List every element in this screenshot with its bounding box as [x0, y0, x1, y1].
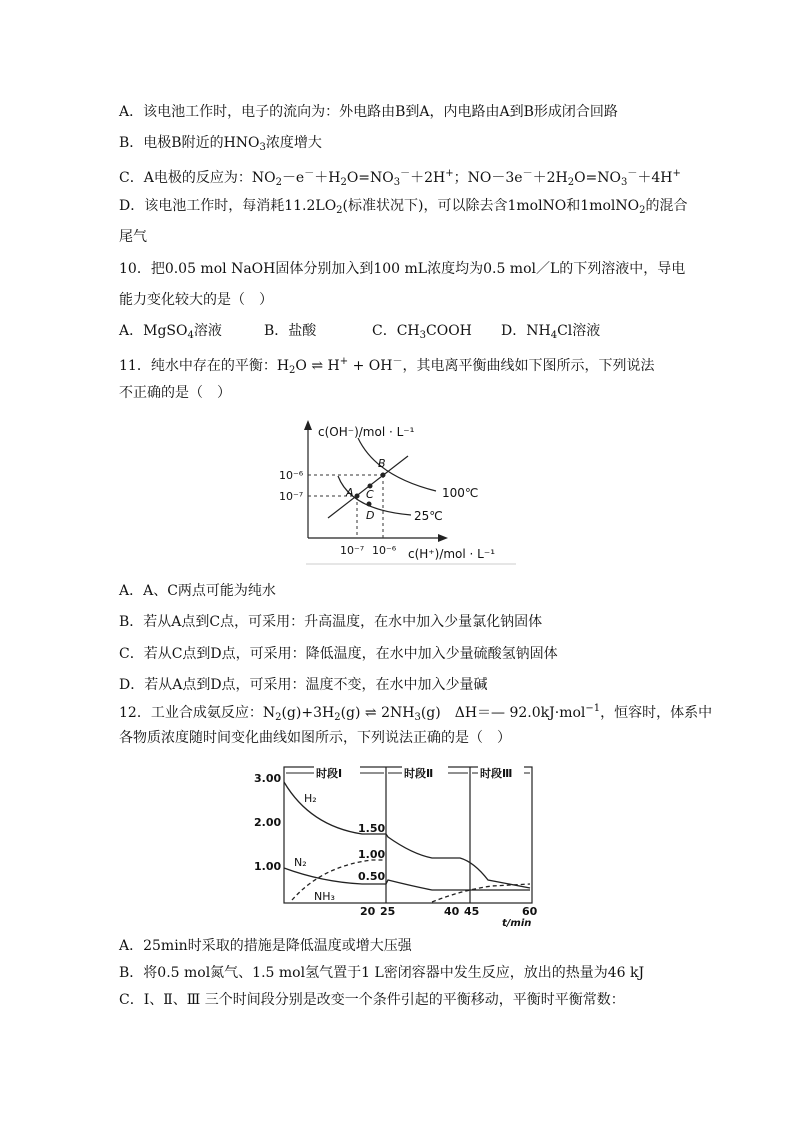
- q12-s1-b: (g)+3H: [281, 705, 335, 721]
- q12-option-a: A．25min时采取的措施是降低温度或增大压强: [119, 938, 412, 954]
- y-axis-label: c(OH⁻)/mol · L⁻¹: [318, 425, 415, 439]
- c-s4: 2: [567, 177, 575, 188]
- x-tick-45: 45: [464, 905, 480, 918]
- point-b-label: B: [378, 457, 386, 470]
- y-tick-200: 2.00: [254, 816, 282, 829]
- point-d-dot: [367, 502, 372, 507]
- c-u6: +: [672, 168, 681, 179]
- point-d-label: D: [366, 509, 375, 522]
- q11-stem-1: [119, 353, 654, 380]
- c-u1: －: [304, 168, 315, 179]
- q9-option-b-post: 浓度增大: [265, 135, 322, 151]
- q9-option-d-cont: 尾气: [119, 229, 147, 245]
- point-a-dot: [355, 494, 360, 499]
- q10-a-post: 溶液: [193, 323, 222, 339]
- c-s2: 2: [340, 177, 347, 188]
- q12-s1-sub3: 3: [414, 712, 421, 723]
- value-150-label: 1.50: [358, 822, 386, 835]
- x-tick-right: 10⁻⁶: [372, 544, 397, 557]
- d-p2: (标准状况下)，可以除去含1molNO和1molNO: [342, 198, 640, 214]
- q9-option-d: [119, 197, 687, 220]
- point-a-label: A: [346, 486, 354, 499]
- point-b-dot: [381, 473, 386, 478]
- q10-options: [119, 322, 601, 345]
- d-s2: 2: [639, 205, 646, 216]
- c-s3: 3: [393, 177, 401, 188]
- c-u3: +: [445, 168, 454, 179]
- q9-option-a: A．该电池工作时，电子的流向为：外电路由B到A，内电路由A到B形成闭合回路: [119, 104, 618, 120]
- q11-s1-b: O ⇌ H: [295, 358, 340, 374]
- q12-s1-sub1: 2: [275, 712, 282, 723]
- q10-c-post: COOH: [426, 323, 472, 339]
- q9-option-b-sub: 3: [259, 142, 266, 153]
- ionization-graph: [276, 418, 520, 566]
- q10-d-pre: D．NH: [501, 323, 551, 339]
- q12-option-b: B．将0.5 mol氮气、1.5 mol氢气置于1 L密闭容器中发生反应，放出的热量为46 kJ: [119, 965, 645, 981]
- q11-s1-u2: －: [392, 356, 403, 367]
- x-unit-label: t/min: [502, 918, 532, 929]
- q11-option-b: B．若从A点到C点，可采用：升高温度，在水中加入少量氯化钠固体: [119, 614, 543, 630]
- q10-option-a: [119, 323, 222, 339]
- c-p6: ；NO－3e: [453, 170, 523, 186]
- nh3-label: NH₃: [314, 890, 335, 903]
- c-u2: －: [400, 168, 411, 179]
- curve-100c-label: 100℃: [442, 486, 479, 500]
- h2-label: H₂: [304, 792, 317, 805]
- point-c-label: C: [366, 488, 374, 501]
- q12-option-c: C．Ⅰ、Ⅱ、Ⅲ 三个时间段分别是改变一个条件引起的平衡移动，平衡时平衡常数：: [119, 992, 625, 1008]
- c-s5: 3: [621, 177, 628, 188]
- q12-s1: 12．工业合成氨反应：N: [119, 705, 276, 721]
- d-p3: 的混合: [645, 198, 688, 214]
- q10-c-pre: C．CH: [372, 323, 420, 339]
- q12-s1-sub2: 2: [334, 712, 341, 723]
- x-axis-label: c(H⁺)/mol · L⁻¹: [408, 547, 495, 561]
- q10-a-pre: A．MgSO: [119, 323, 188, 339]
- q12-s1-d: (g) ΔH＝— 92.0kJ·mol: [420, 705, 586, 721]
- c-p5: ＋2H: [410, 170, 446, 186]
- q10-c-sub: 3: [419, 330, 427, 341]
- c-s1: 2: [275, 177, 282, 188]
- curve-25c-label: 25℃: [414, 509, 443, 523]
- q11-option-a: A．A、C两点可能为纯水: [119, 583, 276, 599]
- c-u5: －: [627, 168, 638, 179]
- q9-option-b: [119, 134, 322, 157]
- n2-label: N₂: [294, 856, 307, 869]
- c-p7: ＋2H: [532, 170, 568, 186]
- q11-stem-2: 不正确的是（ ）: [119, 385, 231, 401]
- q12-stem-1: [119, 700, 712, 727]
- q9-option-b-formula: HNO: [223, 135, 260, 151]
- q11-s1-u1: +: [339, 356, 349, 367]
- c-p3: ＋H: [314, 170, 341, 186]
- q11-s1: 11．纯水中存在的平衡：H: [119, 358, 290, 374]
- c-u4: －: [522, 168, 533, 179]
- q9-option-b-pre: B．电极B附近的: [119, 135, 224, 151]
- q12-s1-c: (g) ⇌ 2NH: [340, 705, 415, 721]
- y-tick-100: 1.00: [254, 860, 282, 873]
- q10-d-sub: 4: [550, 330, 558, 341]
- x-tick-20: 20: [360, 905, 376, 918]
- q11-s1-d: ，其电离平衡曲线如下图所示，下列说法: [402, 358, 655, 374]
- x-tick-60: 60: [522, 905, 538, 918]
- q10-option-c: [372, 322, 472, 345]
- concentration-time-graph: [252, 762, 548, 930]
- y-tick-top: 10⁻⁶: [279, 469, 304, 482]
- d-s1: 2: [336, 205, 343, 216]
- c-p1: C．A电极的反应为：NO: [119, 170, 276, 186]
- q10-d-post: Cl溶液: [557, 323, 601, 339]
- q12-s1-sup: −1: [585, 703, 601, 714]
- value-050-label: 0.50: [358, 870, 386, 883]
- q12-stem-2: 各物质浓度随时间变化曲线如图所示，下列说法正确的是（ ）: [119, 730, 511, 746]
- x-tick-25: 25: [380, 905, 396, 918]
- c-p8: O=NO: [574, 170, 622, 186]
- x-tick-40: 40: [444, 905, 460, 918]
- segment-2-label: 时段Ⅱ: [404, 767, 434, 780]
- c-p9: ＋4H: [637, 170, 673, 186]
- y-tick-bottom: 10⁻⁷: [279, 490, 304, 503]
- q11-option-c: C．若从C点到D点，可采用：降低温度，在水中加入少量硫酸氢钠固体: [119, 646, 558, 662]
- q11-option-d: D．若从A点到D点，可采用：温度不变，在水中加入少量碱: [119, 677, 488, 693]
- q10-option-d: [501, 322, 600, 345]
- d-p1: D．该电池工作时，每消耗11.2LO: [119, 198, 337, 214]
- q10-a-sub: 4: [187, 330, 194, 341]
- q12-s1-e: ，恒容时，体系中: [600, 705, 713, 721]
- x-tick-left: 10⁻⁷: [340, 544, 365, 557]
- y-tick-300: 3.00: [254, 772, 282, 785]
- q9-option-c: [119, 165, 681, 192]
- q11-s1-sub: 2: [289, 365, 296, 376]
- q10-stem-2: 能力变化较大的是（ ）: [119, 292, 273, 308]
- c-p2: －e: [281, 170, 305, 186]
- segment-1-label: 时段Ⅰ: [316, 767, 343, 780]
- c-p4: O=NO: [346, 170, 394, 186]
- q10-option-b: B．盐酸: [264, 323, 317, 339]
- q11-s1-c: + OH: [348, 358, 393, 374]
- segment-3-label: 时段Ⅲ: [480, 767, 513, 780]
- value-100-label: 1.00: [358, 848, 386, 861]
- q10-stem-1: 10．把0.05 mol NaOH固体分别加入到100 mL浓度均为0.5 mol／L的下列溶液中，导电: [119, 261, 686, 277]
